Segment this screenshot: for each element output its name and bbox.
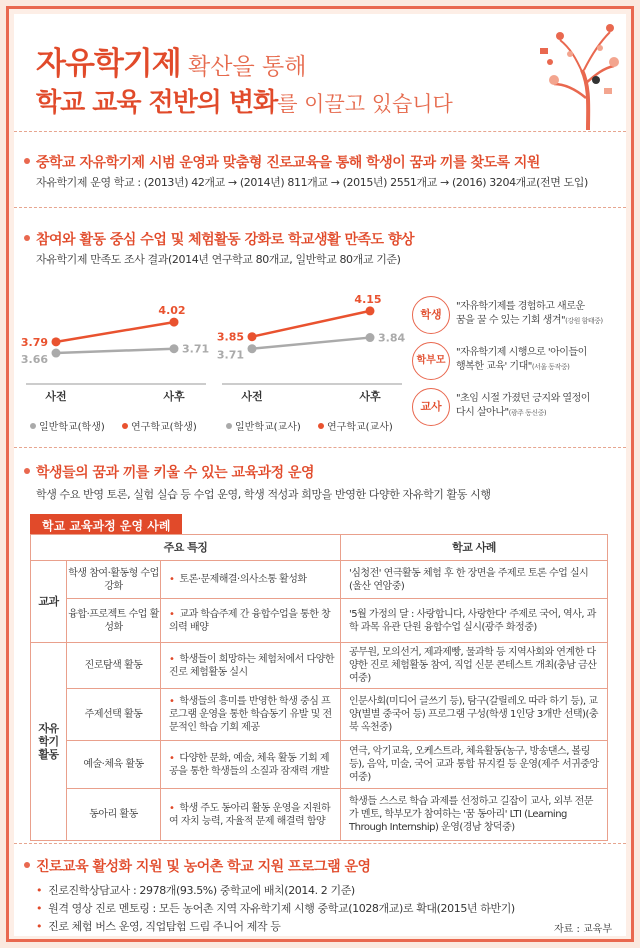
desc-cell: • 학생들이 희망하는 체험처에서 다양한 진로 체험활동 실시 [161, 643, 341, 689]
page-title: 자유학기제 확산을 통해 [36, 46, 307, 82]
data-label: 4.15 [354, 292, 382, 306]
data-point [170, 318, 179, 327]
data-label: 4.02 [158, 304, 186, 318]
feature-cell: 동아리 활동 [67, 789, 161, 841]
list-item: • 진로 체험 버스 운영, 직업탐험 드림 주니어 제작 등 [36, 920, 281, 933]
data-point [248, 332, 257, 341]
feature-cell: 예술·체육 활동 [67, 741, 161, 789]
legend-marker [122, 423, 128, 429]
example-cell: 인문사회(미디어 글쓰기 등), 탐구(갈릴레오 따라 하기 등), 교양(별별 중국어 등) 프로그램 구성(학생 1인당 3개반 선택)(충북 옥천중) [341, 689, 608, 741]
category-cell: 교과 [31, 561, 67, 643]
table-header-feature: 주요 특징 [31, 535, 341, 561]
category-cell: 자유 학기 활동 [31, 643, 67, 841]
data-point [52, 349, 61, 358]
legend-label: 연구학교(교사) [327, 422, 393, 433]
data-label: 3.66 [20, 353, 48, 367]
x-tick-label: 사후 [163, 390, 185, 403]
table-row [31, 643, 608, 689]
quote-student: "자유학기제를 경험하고 새로운 꿈을 꿀 수 있는 기회 생겨"(강원 함태중) [456, 301, 603, 326]
table-row [31, 741, 608, 789]
bullet-dot-icon [24, 862, 30, 868]
example-cell: 공무원, 모의선거, 제과제빵, 물과학 등 지역사회와 연계한 다양한 진로 체험활동 참여, 직업 신문 콘테스트 개최(충남 금산여중) [341, 643, 608, 689]
feature-cell: 진로탐색 활동 [67, 643, 161, 689]
quote-parent: "자유학기제 시행으로 '아이들이 행복한 교육' 기대"(서울 동작중) [456, 347, 587, 372]
list-item: • 진로진학상담교사 : 2978개(93.5%) 중학교에 배치(2014. 2 기준) [36, 884, 355, 897]
section-body: 자유학기제 만족도 조사 결과(2014년 연구학교 80개교, 일반학교 80개교 기준) [36, 253, 401, 266]
quote-bubble-parent: 학부모 [412, 342, 450, 380]
quote-bubble-student: 학생 [412, 296, 450, 334]
desc-cell: • 교과 학습주제 간 융합수업을 통한 창의력 배양 [161, 599, 341, 643]
table-header-row [31, 535, 608, 561]
section-body: 자유학기제 운영 학교 : (2013년) 42개교 → (2014년) 811개교 → (2015년) 2551개교 → (2016) 3204개교(전면 도입) [36, 176, 588, 189]
section-title: 학생들의 꿈과 끼를 키울 수 있는 교육과정 운영 [36, 465, 315, 481]
data-label: 3.79 [20, 335, 48, 349]
feature-cell: 융합·프로젝트 수업 활성화 [67, 599, 161, 643]
desc-cell: • 토론·문제해결·의사소통 활성화 [161, 561, 341, 599]
data-label: 3.85 [216, 330, 244, 344]
bullet-dot-icon [24, 468, 30, 474]
data-label: 3.71 [182, 342, 210, 356]
example-cell: '5월 가정의 달 : 사랑합니다, 사랑한다' 주제로 국어, 역사, 과학 과목 유관 단원 융합수업 실시(광주 화정중) [341, 599, 608, 643]
data-label: 3.84 [378, 331, 406, 345]
example-cell: '심청전' 연극활동 체험 후 한 장면을 주제로 토론 수업 실시(울산 연암중) [341, 561, 608, 599]
series-line [252, 338, 370, 349]
data-point [170, 344, 179, 353]
data-point [366, 306, 375, 315]
teacher-satisfaction-chart [216, 288, 410, 438]
x-tick-label: 사후 [359, 390, 381, 403]
desc-cell: • 다양한 문화, 예술, 체육 활동 기회 제공을 통한 학생들의 소질과 잠재력 개발 [161, 741, 341, 789]
list-item: • 원격 영상 진로 멘토링 : 모든 농어촌 지역 자유학기제 시행 중학교(1028개교)로 확대(2015년 하반기) [36, 902, 515, 915]
header-panel [14, 14, 626, 132]
series-line [56, 349, 174, 353]
series-line [56, 322, 174, 342]
series-line [252, 311, 370, 337]
bullet-dot-icon [24, 158, 30, 164]
tree-illustration-icon [530, 18, 620, 130]
table-row [31, 599, 608, 643]
feature-cell: 주제선택 활동 [67, 689, 161, 741]
example-cell: 학생들 스스로 학습 과제를 선정하고 길잡이 교사, 외부 전문가 멘토, 학부모가 참여하는 '꿈 동아리' LTI (Learning Through Internship) 운영(경남 창덕중) [341, 789, 608, 841]
section-title: 진로교육 활성화 지원 및 농어촌 학교 지원 프로그램 운영 [36, 859, 371, 875]
desc-cell: • 학생 주도 동아리 활동 운영을 지원하여 자치 능력, 자율적 문제 해결력 함양 [161, 789, 341, 841]
table-header-example: 학교 사례 [341, 535, 608, 561]
legend-label: 일반학교(학생) [39, 422, 105, 433]
x-tick-label: 사전 [45, 390, 67, 403]
legend-label: 일반학교(교사) [235, 422, 301, 433]
x-tick-label: 사전 [241, 390, 263, 403]
table-row [31, 789, 608, 841]
case-badge: 학교 교육과정 운영 사례 [30, 514, 182, 534]
data-label: 3.71 [216, 348, 244, 362]
data-point [248, 344, 257, 353]
section-title: 중학교 자유학기제 시범 운영과 맞춤형 진로교육을 통해 학생이 꿈과 끼를 찾도록 지원 [36, 155, 540, 171]
quote-teacher: "초임 시절 가졌던 긍지와 열정이 다시 살아나"(광주 동신중) [456, 393, 590, 418]
student-satisfaction-chart [20, 288, 214, 438]
page-subtitle: 학교 교육 전반의 변화를 이끌고 있습니다 [36, 88, 453, 118]
feature-cell: 학생 참여·활동형 수업 강화 [67, 561, 161, 599]
example-cell: 연극, 악기교육, 오케스트라, 체육활동(농구, 방송댄스, 볼링 등), 음악, 미술, 국어 교과 통합 뮤지컬 등 운영(제주 서귀중앙여중) [341, 741, 608, 789]
section-satisfaction [14, 208, 626, 448]
data-point [366, 333, 375, 342]
bullet-dot-icon [24, 235, 30, 241]
quote-bubble-teacher: 교사 [412, 388, 450, 426]
data-point [52, 337, 61, 346]
curriculum-table [30, 534, 608, 841]
desc-cell: • 학생들의 흥미를 반영한 학생 중심 프로그램 운영을 통한 학습동기 유발 및 전문적인 학습 기회 제공 [161, 689, 341, 741]
source-note: 자료 : 교육부 [553, 924, 612, 935]
section-free-semester [14, 132, 626, 208]
table-row [31, 561, 608, 599]
table-row [31, 689, 608, 741]
legend-marker [30, 423, 36, 429]
legend-marker [318, 423, 324, 429]
legend-marker [226, 423, 232, 429]
section-body: 학생 수요 반영 토론, 실험 실습 등 수업 운영, 학생 적성과 희망을 반영한 다양한 자유학기 활동 시행 [36, 488, 491, 501]
section-title: 참여와 활동 중심 수업 및 체험활동 강화로 학교생활 만족도 향상 [36, 232, 414, 248]
legend-label: 연구학교(학생) [131, 422, 197, 433]
